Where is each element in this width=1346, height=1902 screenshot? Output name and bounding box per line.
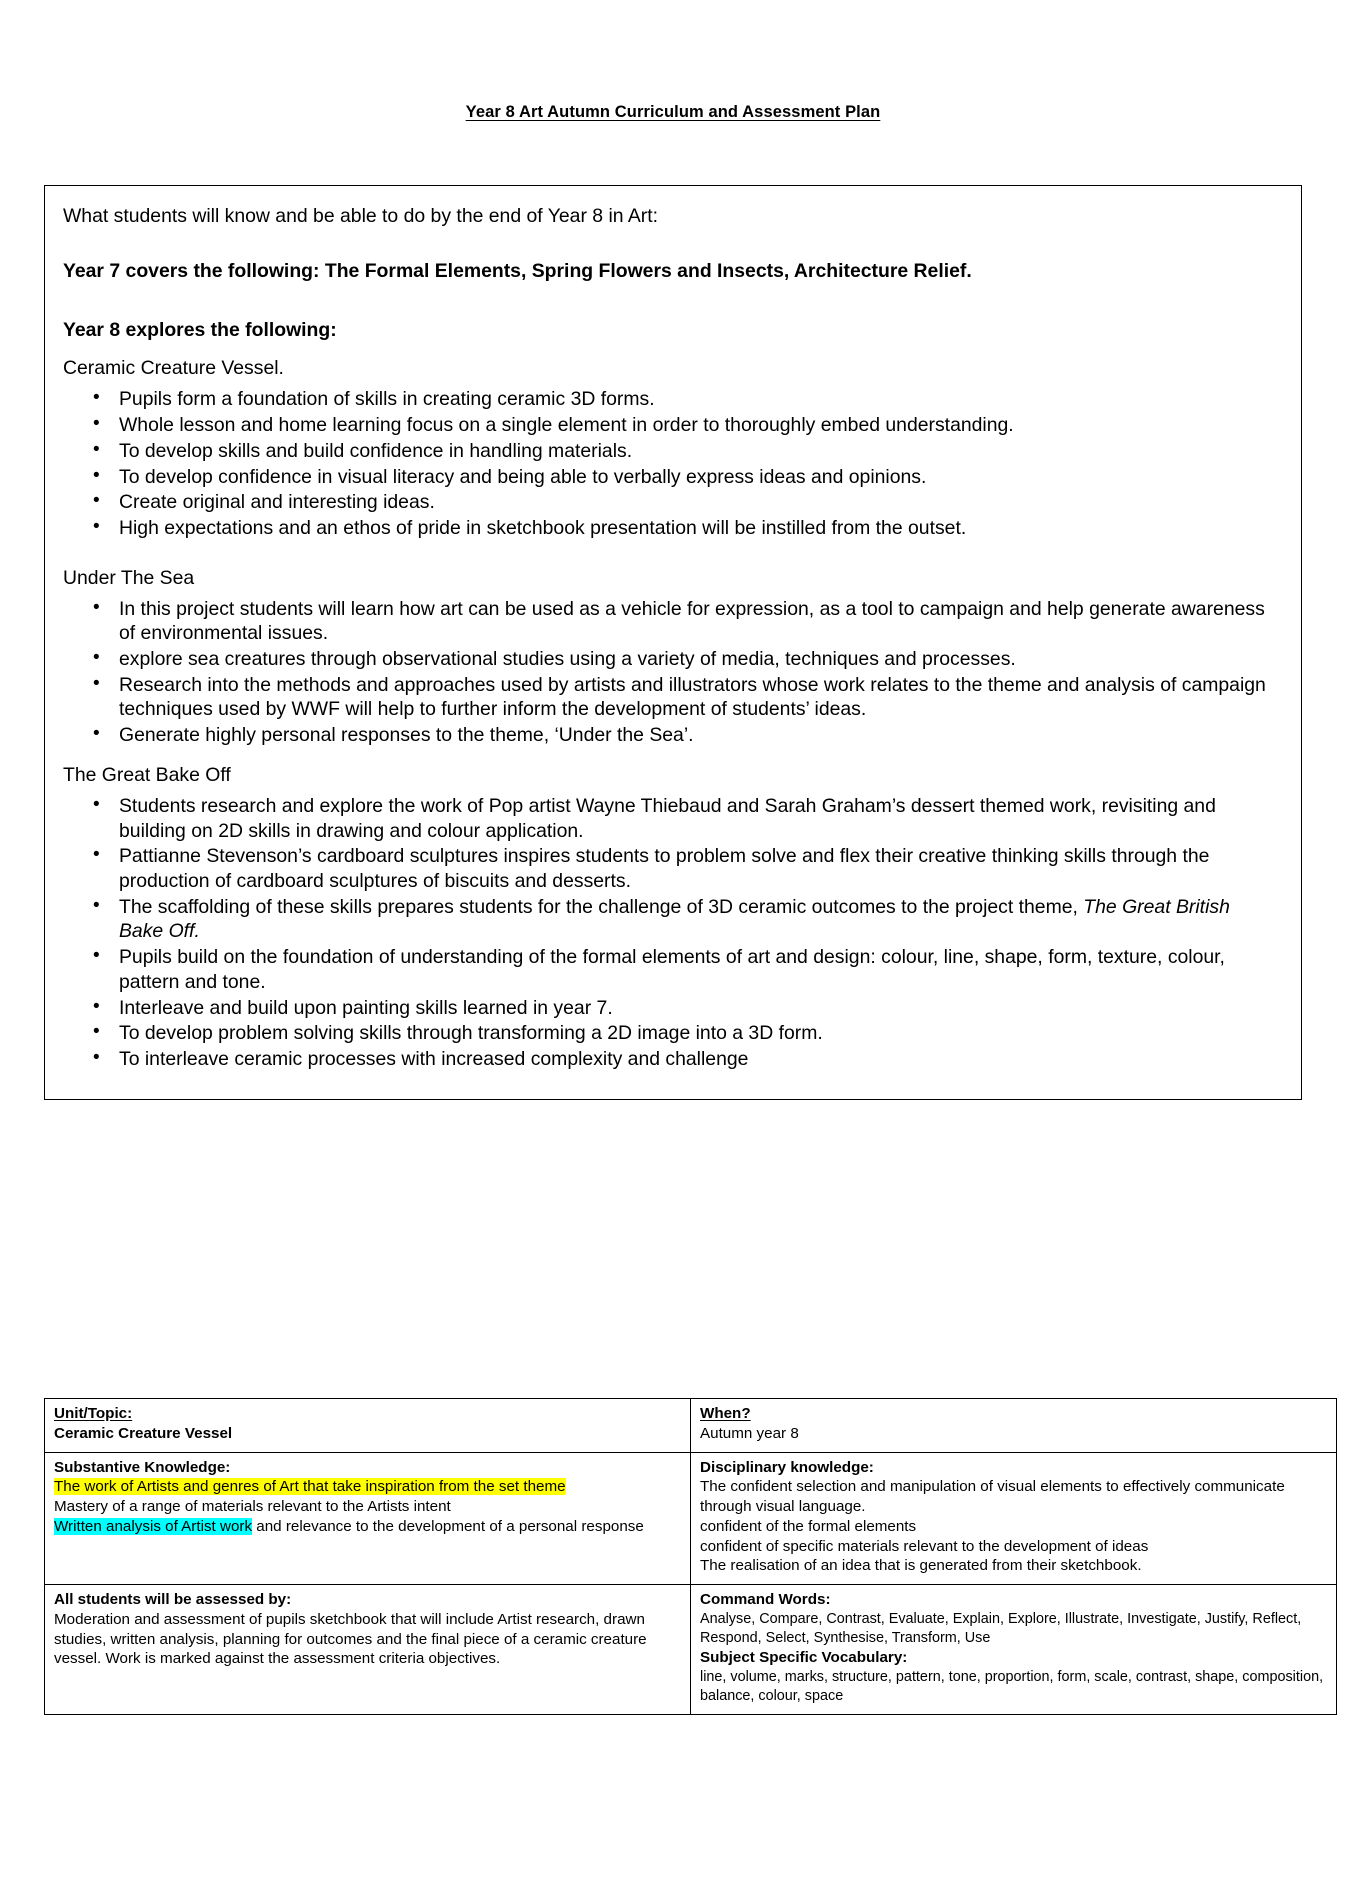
overview-intro: What students will know and be able to do by the end of Year 8 in Art: [63,205,659,227]
curriculum-table [44,1398,1337,1715]
spacer [63,749,1279,763]
list-item: • explore sea creatures through observational studies using a variety of media, techniques and processes. [119,647,1279,672]
list-item: • To develop problem solving skills through transforming a 2D image into a 3D form. [119,1021,1279,1046]
year7-coverage-line: Year 7 covers the following: The Formal Elements, Spring Flowers and Insects, Architecture Relief. [63,259,972,282]
spacer [63,284,1279,318]
page-title: Year 8 Art Autumn Curriculum and Assessment Plan [465,103,881,121]
subject-vocabulary-header: Subject Specific Vocabulary: [700,1648,908,1666]
cell-when [691,1399,1337,1453]
list-item: • Students research and explore the work of Pop artist Wayne Thiebaud and Sarah Graham’s dessert themed work, revisiting and building on 2D skills in drawing and colour application. [119,794,1279,843]
unit-topic-value: Ceramic Creature Vessel [54,1424,233,1442]
list-item: • Whole lesson and home learning focus on a single element in order to thoroughly embed understanding. [119,413,1279,438]
assessment-header: All students will be assessed by: [54,1591,292,1608]
list-item: • Pattianne Stevenson’s cardboard sculptures inspires students to problem solve and flex their creative thinking skills through the production of cardboard sculptures of biscuits and desserts. [119,844,1279,893]
substantive-line-3 [54,1517,683,1537]
table-row [45,1585,1337,1715]
list-item: • Interleave and build upon painting skills learned in year 7. [119,996,1279,1021]
table-row [45,1452,1337,1585]
command-words-header: Command Words: [700,1591,831,1608]
section-heading-bake-off: The Great Bake Off [63,763,231,786]
subject-vocabulary-value: line, volume, marks, structure, pattern, tone, proportion, form, scale, contrast, shape, composition, balance, colour, space [700,1668,1324,1704]
overview-box [44,185,1302,1100]
command-words-value: Analyse, Compare, Contrast, Evaluate, Explain, Explore, Illustrate, Investigate, Justify, Reflect, Respond, Select, Synthesise, Transform, Use [700,1610,1302,1646]
list-item: • To develop confidence in visual literacy and being able to verbally express ideas and opinions. [119,465,1279,490]
list-item: • Research into the methods and approaches used by artists and illustrators whose work relates to the theme and analysis of campaign techniques used by WWF will help to further inform the development of students’ ideas. [119,673,1279,722]
list-item: • Pupils form a foundation of skills in creating ceramic 3D forms. [119,387,1279,412]
when-value: Autumn year 8 [700,1424,799,1442]
substantive-line-2: Mastery of a range of materials relevant to the Artists intent [54,1498,451,1515]
cell-unit-topic [45,1399,691,1453]
year8-heading: Year 8 explores the following: [63,318,337,341]
list-item: • Pupils build on the foundation of understanding of the formal elements of art and design: colour, line, shape, form, texture, colour, pattern and tone. [119,945,1279,994]
bullet-list-bake-off [63,794,1279,1072]
cell-disciplinary-knowledge [691,1452,1337,1585]
substantive-knowledge-header: Substantive Knowledge: [54,1458,231,1476]
unit-topic-header: Unit/Topic: [54,1405,133,1422]
substantive-line-3-tail: and relevance to the development of a personal response [252,1517,644,1535]
highlight-yellow: The work of Artists and genres of Art that take inspiration from the set theme [54,1478,566,1496]
list-item: • Create original and interesting ideas. [119,490,1279,515]
disciplinary-line-1: The confident selection and manipulation of visual elements to effectively communicate through visual language. [700,1478,1285,1515]
bullet-list-ceramic [63,387,1279,540]
highlight-cyan: Written analysis of Artist work [54,1517,253,1535]
spacer [63,542,1279,566]
cell-command-words [691,1585,1337,1715]
spacer [63,342,1279,356]
list-item-scaffolding [119,895,1279,944]
cell-assessment [45,1585,691,1715]
bake-off-title-italic: The Great British Bake Off. [119,895,1230,943]
section-heading-ceramic: Ceramic Creature Vessel. [63,357,284,380]
scaffolding-text: The scaffolding of these skills prepares students for the challenge of 3D ceramic outcomes to the project theme, [119,895,1084,918]
assessment-value: Moderation and assessment of pupils sketchbook that will include Artist research, drawn studies, written analysis, planning for outcomes and the final piece of a ceramic creature vessel. Work is marked against the assessment criteria objectives. [54,1610,647,1668]
section-heading-under-the-sea: Under The Sea [63,566,195,589]
cell-substantive-knowledge [45,1452,691,1585]
table-row [45,1399,1337,1453]
list-item: • In this project students will learn how art can be used as a vehicle for expression, as a tool to campaign and help generate awareness of environmental issues. [119,597,1279,646]
list-item: • High expectations and an ethos of pride in sketchbook presentation will be instilled from the outset. [119,516,1279,541]
disciplinary-knowledge-header: Disciplinary knowledge: [700,1458,874,1476]
list-item: • To interleave ceramic processes with increased complexity and challenge [119,1047,1279,1072]
substantive-line-1 [54,1477,683,1497]
list-item: • Generate highly personal responses to the theme, ‘Under the Sea’. [119,723,1279,748]
disciplinary-line-2: confident of the formal elements [700,1517,917,1535]
bullet-list-under-the-sea [63,597,1279,748]
disciplinary-line-3: confident of specific materials relevant to the development of ideas [700,1537,1149,1555]
list-item: • To develop skills and build confidence in handling materials. [119,439,1279,464]
disciplinary-line-4: The realisation of an idea that is generated from their sketchbook. [700,1557,1142,1575]
when-header: When? [700,1405,751,1422]
